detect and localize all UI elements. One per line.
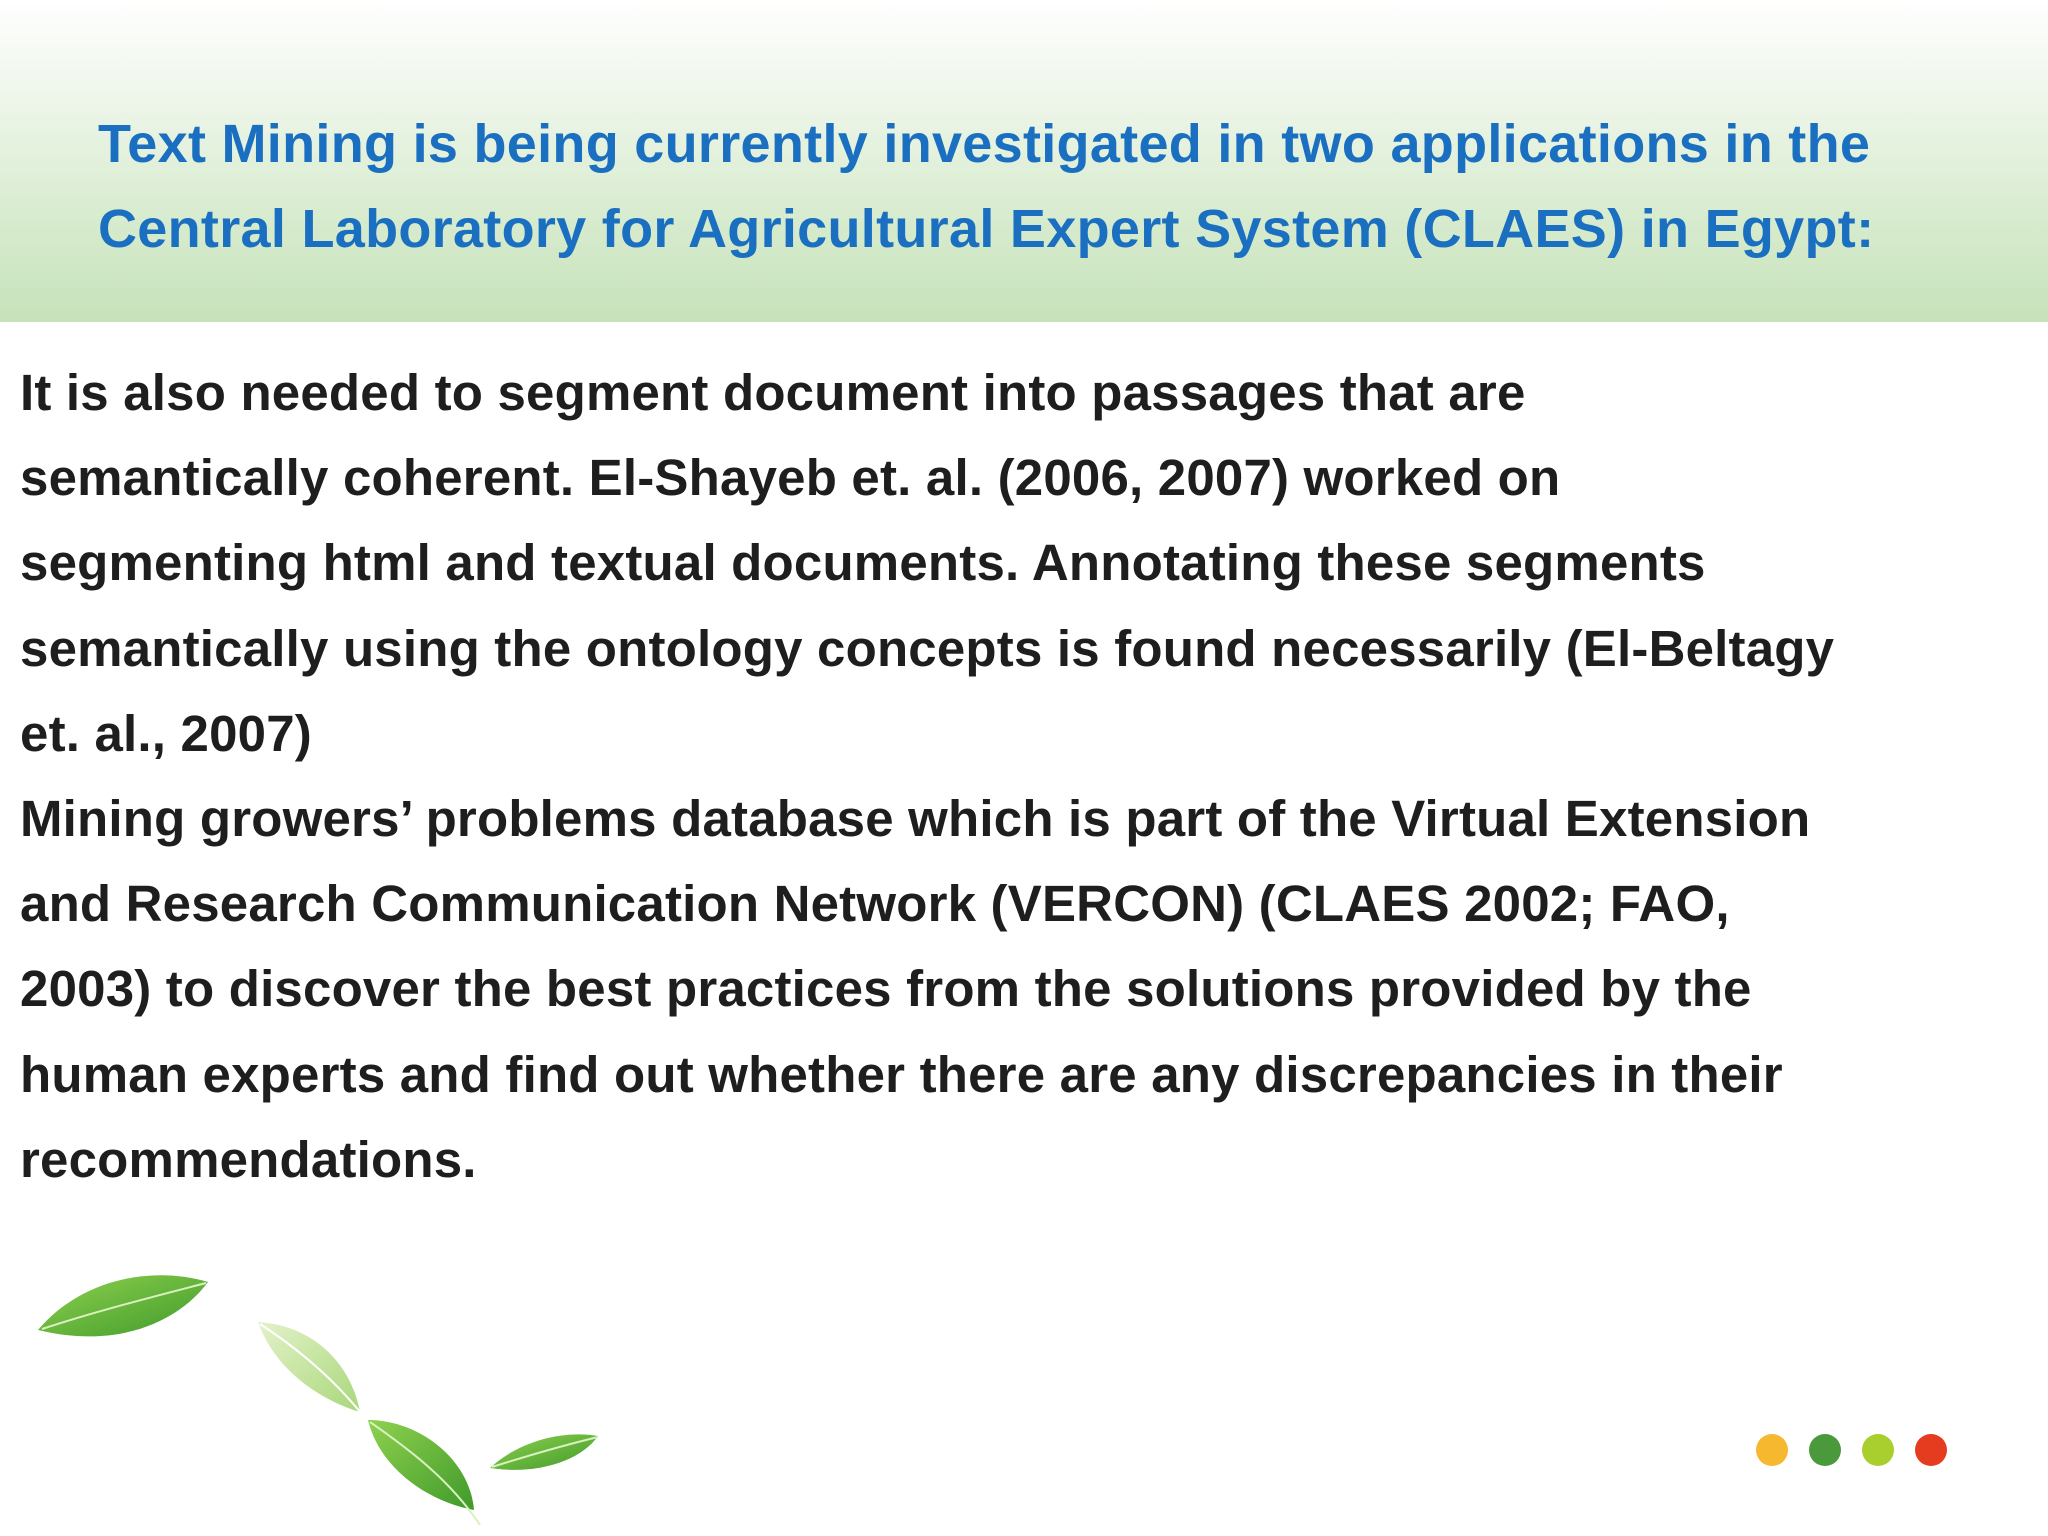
body-line: et. al., 2007): [20, 704, 312, 762]
leaf-icon: [258, 1322, 365, 1418]
leaf-icon: [368, 1420, 480, 1525]
dot-yellow: [1756, 1434, 1788, 1466]
body-line: Mining growers’ problems database which is part of the Virtual Extension: [20, 790, 1811, 848]
slide-title: [98, 102, 1998, 272]
body-text: [20, 350, 2040, 1202]
body-line: recommendations.: [20, 1130, 477, 1188]
dot-red: [1915, 1434, 1947, 1466]
slide-title-line: Central Laboratory for Agricultural Expert System (CLAES) in Egypt:: [98, 199, 1875, 259]
body-line: and Research Communication Network (VERCON) (CLAES 2002; FAO,: [20, 875, 1730, 933]
dot-dark-green: [1809, 1434, 1841, 1466]
body-line: semantically coherent. El-Shayeb et. al. (2006, 2007) worked on: [20, 449, 1561, 507]
body-line: It is also needed to segment document into passages that are: [20, 364, 1526, 421]
body-line: 2003) to discover the best practices from the solutions provided by the: [20, 960, 1752, 1018]
header-band: [0, 0, 2048, 322]
body-line: semantically using the ontology concepts is found necessarily (El-Beltagy: [20, 619, 1835, 677]
leaf-icon: [38, 1275, 208, 1336]
dot-light-green: [1862, 1434, 1894, 1466]
leaves-decoration: [20, 1240, 620, 1530]
leaf-icon: [490, 1434, 598, 1470]
body-line: human experts and find out whether there are any discrepancies in their: [20, 1045, 1783, 1103]
slide-title-line: Text Mining is being currently investigated in two applications in the: [98, 114, 1871, 174]
color-dots: [1750, 1430, 1970, 1470]
body-line: segmenting html and textual documents. Annotating these segments: [20, 534, 1706, 592]
